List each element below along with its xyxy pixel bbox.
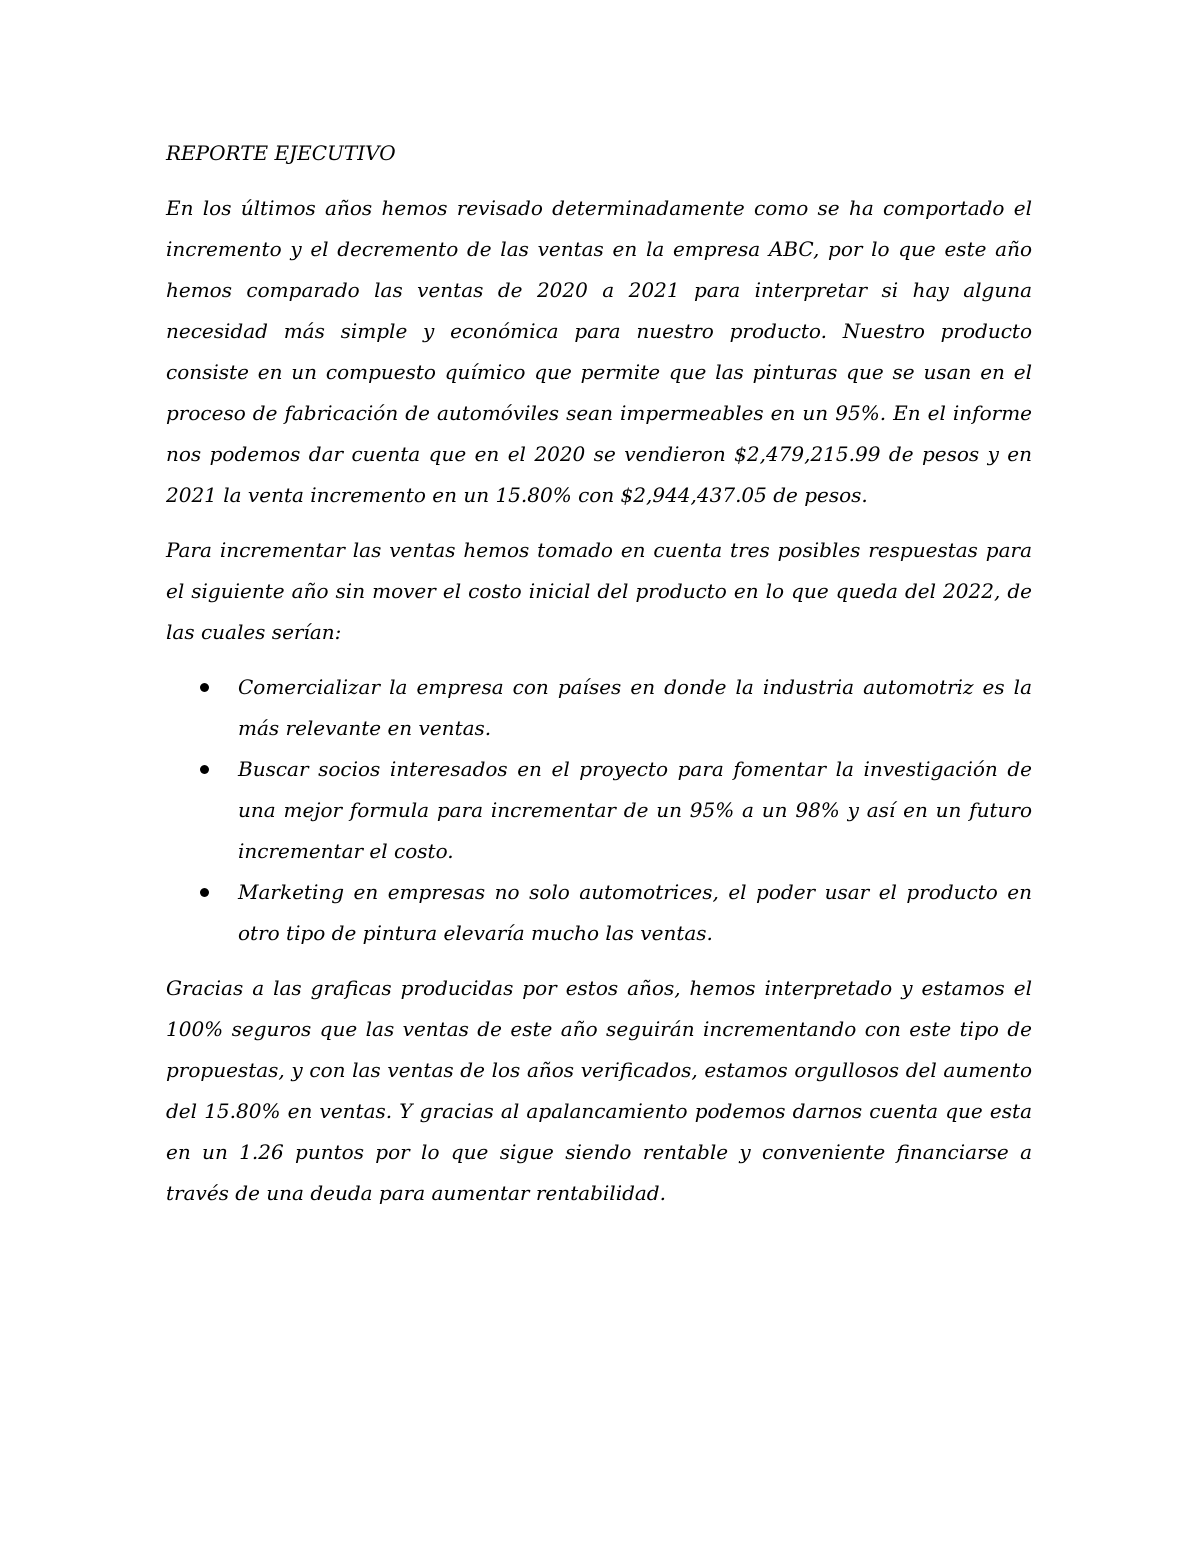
bullet-icon: [200, 683, 209, 692]
bullet-icon: [200, 765, 209, 774]
conclusion-paragraph: Gracias a las graficas producidas por estos años, hemos interpretado y estamos el 100% seguros que las ventas de este año seguirán incrementando con este tipo de propuestas, y con las ventas de los años verificados, estamos orgullosos del aumento del 15.80% en ventas. Y gracias al apalancamiento podemos darnos cuenta que esta en un 1.26 puntos por lo que sigue siendo rentable y conveniente financiarse a través de una deuda para aumentar rentabilidad.: [166, 976, 1032, 1205]
list-item: [166, 872, 1032, 954]
list-item-text: Comercializar la empresa con países en donde la industria automotriz es la más relevante en ventas.: [238, 675, 1032, 740]
list-item: [166, 667, 1032, 749]
document-body: [166, 133, 1032, 1228]
bullet-icon: [200, 888, 209, 897]
proposals-list: [166, 667, 1032, 954]
proposals-intro-paragraph: Para incrementar las ventas hemos tomado en cuenta tres posibles respuestas para el siguiente año sin mover el costo inicial del producto en lo que queda del 2022, de las cuales serían:: [166, 538, 1032, 644]
list-item-text: Buscar socios interesados en el proyecto para fomentar la investigación de una mejor formula para incrementar de un 95% a un 98% y así en un futuro incrementar el costo.: [238, 757, 1032, 863]
list-item-text: Marketing en empresas no solo automotrices, el poder usar el producto en otro tipo de pintura elevaría mucho las ventas.: [238, 880, 1032, 945]
list-item: [166, 749, 1032, 872]
intro-paragraph: En los últimos años hemos revisado determinadamente como se ha comportado el incremento y el decremento de las ventas en la empresa ABC, por lo que este año hemos comparado las ventas de 2020 a 2021 para interpretar si hay alguna necesidad más simple y económica para nuestro producto. Nuestro producto consiste en un compuesto químico que permite que las pinturas que se usan en el proceso de fabricación de automóviles sean impermeables en un 95%. En el informe nos podemos dar cuenta que en el 2020 se vendieron $2,479,215.99 de pesos y en 2021 la venta incremento en un 15.80% con $2,944,437.05 de pesos.: [166, 196, 1032, 507]
document-title: REPORTE EJECUTIVO: [166, 141, 396, 165]
